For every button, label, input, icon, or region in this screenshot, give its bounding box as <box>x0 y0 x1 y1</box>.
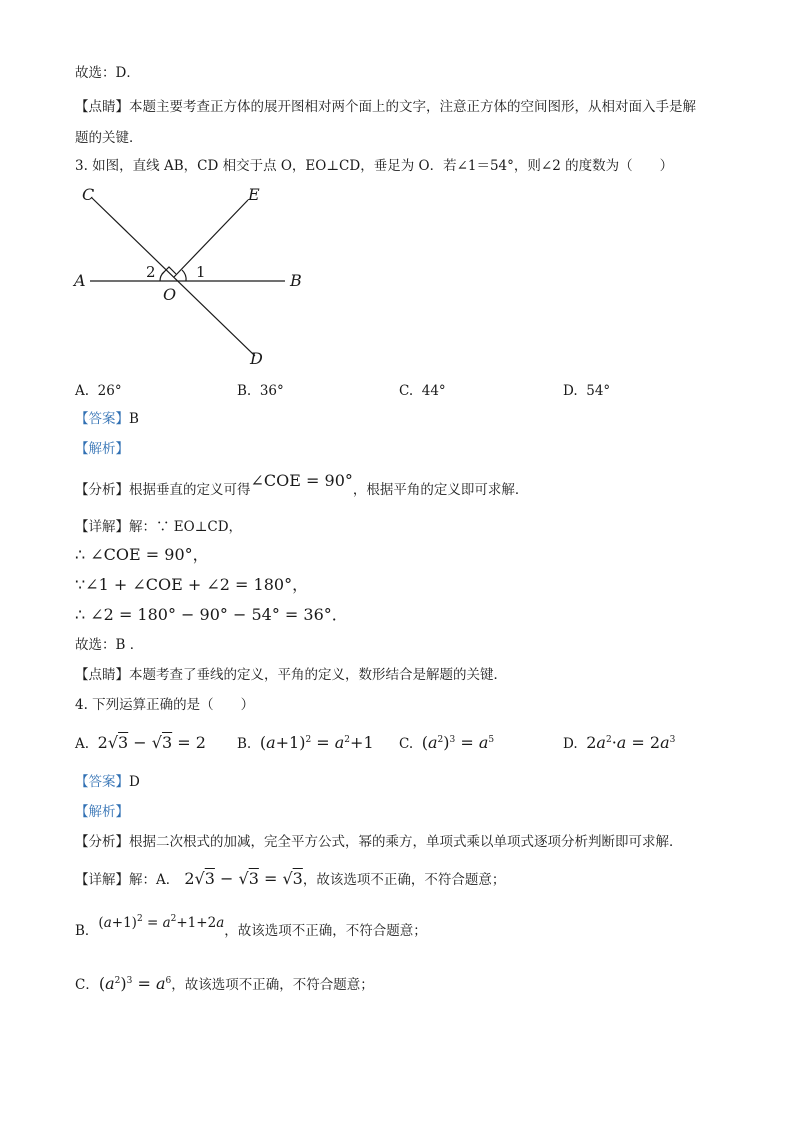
label-angle-1: 1 <box>196 263 206 281</box>
q4-option-d: D. $2a^2\cdot a = 2a^3$ <box>563 733 676 752</box>
line-OE <box>174 200 248 277</box>
dianjing-line-cont: 题的关键． <box>75 130 143 146</box>
dianjing-text: 本题主要考查正方体的展开图相对两个面上的文字，注意正方体的空间图形，从相对面入手是解 <box>129 99 696 115</box>
label-D: D <box>250 349 263 368</box>
question-3: 3. 如图，直线 AB，CD 相交于点 O，EO⊥CD，垂足为 O．若∠1＝54°，则∠2 的度数为（ ） <box>75 158 674 174</box>
q3-dianjing: 【点睛】本题考查了垂线的定义，平角的定义，数形结合是解题的关键． <box>75 667 507 683</box>
q4-answer: 【答案】D <box>75 774 140 790</box>
q3-option-b: B. 36° <box>237 383 284 399</box>
q4-detail-b: B．$(a+1)^2 = a^2+1+2a$，故该选项不正确，不符合题意； <box>75 914 427 939</box>
q3-option-c: C. 44° <box>399 383 446 399</box>
q3-option-d: D. 54° <box>563 383 611 399</box>
q3-fenxi: 【分析】根据垂直的定义可得∠COE = 90°，根据平角的定义即可求解． <box>75 471 529 498</box>
label-angle-2: 2 <box>146 263 156 281</box>
q3-detail-3: ∵∠1 + ∠COE + ∠2 = 180°， <box>75 575 309 594</box>
answer-choice-line: 故选：D． <box>75 65 140 81</box>
q3-option-a: A. 26° <box>75 383 122 399</box>
label-B: B <box>290 271 302 290</box>
q3-detail-1: 【详解】解：∵ EO⊥CD， <box>75 519 243 535</box>
q4-fenxi: 【分析】根据二次根式的加减，完全平方公式，幂的乘方，单项式乘以单项式逐项分析判断即可求解． <box>75 834 683 850</box>
q3-jiexi: 【解析】 <box>75 441 129 457</box>
label-A: A <box>74 271 86 290</box>
q4-option-b: B. $(a+1)^2 = a^2+1$ <box>237 733 374 752</box>
q3-answer: 【答案】B <box>75 411 139 427</box>
q4-option-c: C. $(a^2)^3 = a^5$ <box>399 733 495 752</box>
q4-detail-a: 【详解】解：A． 2√3 − √3 = √3，故该选项不正确，不符合题意； <box>75 869 506 888</box>
q3-detail-5: 故选：B ． <box>75 637 144 653</box>
label-O: O <box>163 285 177 304</box>
answer-tag: 【答案】 <box>75 411 129 427</box>
q3-detail-2: ∴ ∠COE = 90°， <box>75 545 209 564</box>
dianjing-tag: 【点睛】 <box>75 99 129 115</box>
q4-detail-c: C．$(a^2)^3 = a^6$，故该选项不正确，不符合题意； <box>75 974 374 993</box>
angle-2-arc <box>160 272 164 281</box>
angle-1-arc <box>182 270 186 281</box>
question-4: 4. 下列运算正确的是（ ） <box>75 697 255 713</box>
q4-option-a: A. 2√3 − √3 = 2 <box>75 733 206 752</box>
q3-detail-4: ∴ ∠2 = 180° − 90° − 54° = 36°． <box>75 605 348 624</box>
label-C: C <box>82 185 95 204</box>
dianjing-line <box>75 98 696 116</box>
q4-jiexi: 【解析】 <box>75 804 129 820</box>
geometry-figure <box>70 178 330 373</box>
math-coe: ∠COE = 90° <box>250 471 353 490</box>
label-E: E <box>248 185 260 204</box>
line-CD <box>92 198 255 356</box>
